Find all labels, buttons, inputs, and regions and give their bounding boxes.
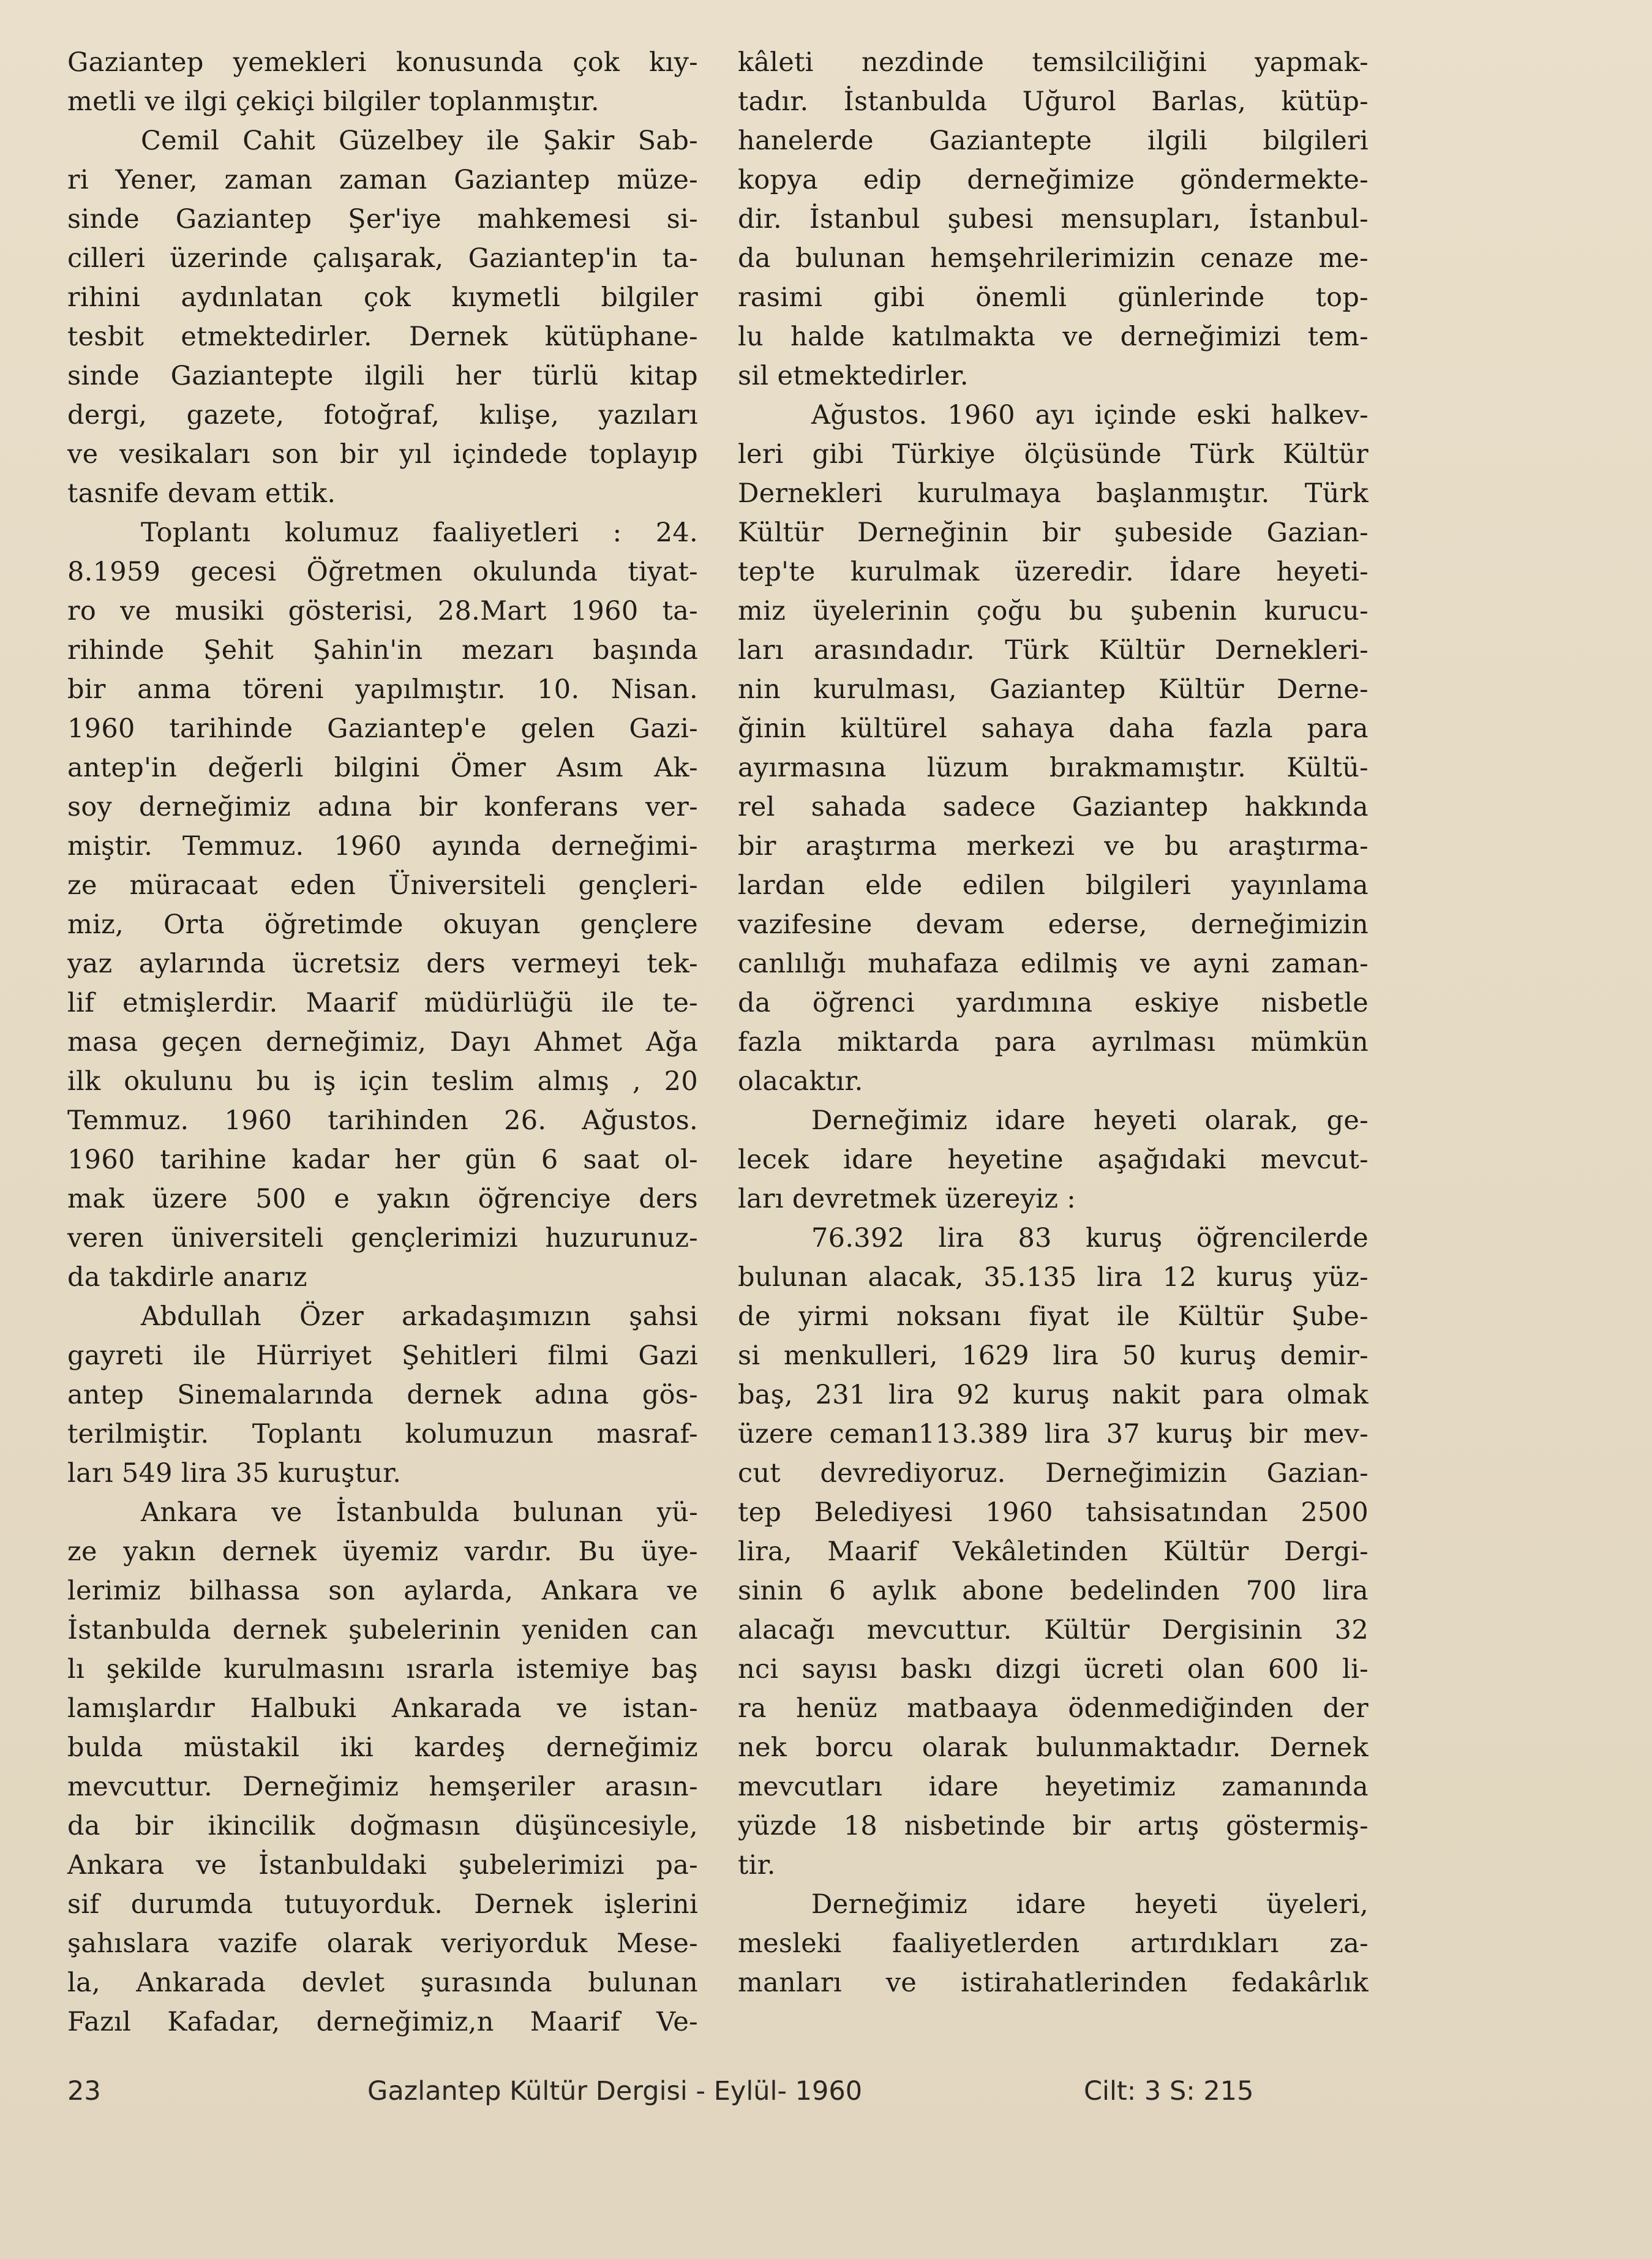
text-line: 1960 tarihinde Gaziantep'e gelen Gazi-: [67, 713, 698, 744]
text-line: antep'in değerli bilgini Ömer Asım Ak-: [67, 753, 698, 783]
text-line: cut devrediyoruz. Derneğimizin Gazian-: [738, 1458, 1369, 1489]
text-line: Ankara ve İstanbuldaki şubelerimizi pa-: [67, 1850, 698, 1881]
text-line: yaz aylarında ücretsiz ders vermeyi tek-: [67, 949, 698, 979]
right-column: [738, 43, 1369, 2002]
text-line: ra henüz matbaaya ödenmediğinden der: [738, 1693, 1369, 1724]
text-line: vazifesine devam ederse, derneğimizin: [738, 909, 1369, 940]
text-line: manları ve istirahatlerinden fedakârlık: [738, 1968, 1369, 1998]
text-line: baş, 231 lira 92 kuruş nakit para olmak: [738, 1380, 1369, 1410]
text-line: leri gibi Türkiye ölçüsünde Türk Kültür: [738, 439, 1369, 470]
text-line: lu halde katılmakta ve derneğimizi tem-: [738, 321, 1369, 352]
text-line: şahıslara vazife olarak veriyorduk Mese-: [67, 1928, 698, 1959]
text-line: metli ve ilgi çekiçi bilgiler toplanmıştır.: [67, 86, 599, 117]
text-line: hanelerde Gaziantepte ilgili bilgileri: [738, 126, 1369, 156]
text-line: lı şekilde kurulmasını ısrarla istemiye baş: [67, 1654, 698, 1685]
text-line: sinin 6 aylık abone bedelinden 700 lira: [738, 1576, 1369, 1606]
text-line: lamışlardır Halbuki Ankarada ve istan-: [67, 1693, 698, 1724]
text-line: miştir. Temmuz. 1960 ayında derneğimi-: [67, 831, 698, 862]
text-line: sif durumda tutuyorduk. Dernek işlerini: [67, 1889, 698, 1920]
text-line: kopya edip derneğimize göndermekte-: [738, 165, 1369, 195]
text-line: gayreti ile Hürriyet Şehitleri filmi Gazi: [67, 1340, 698, 1371]
text-line: bulunan alacak, 35.135 lira 12 kuruş yüz-: [738, 1262, 1369, 1293]
text-line: lif etmişlerdir. Maarif müdürlüğü ile te-: [67, 988, 698, 1018]
page-footer: [0, 2076, 1652, 2119]
text-line: tep'te kurulmak üzeredir. İdare heyeti-: [738, 557, 1369, 587]
text-line: ri Yener, zaman zaman Gaziantep müze-: [67, 165, 698, 195]
text-line: masa geçen derneğimiz, Dayı Ahmet Ağa: [67, 1027, 698, 1058]
text-line: de yirmi noksanı fiyat ile Kültür Şube-: [738, 1301, 1369, 1332]
text-line: veren üniversiteli gençlerimizi huzurunuz-: [67, 1223, 698, 1254]
text-line: rihinde Şehit Şahin'in mezarı başında: [67, 635, 698, 666]
text-line: da bulunan hemşehrilerimizin cenaze me-: [738, 243, 1369, 274]
text-line: miz, Orta öğretimde okuyan gençlere: [67, 909, 698, 940]
page-number: 23: [67, 2076, 101, 2107]
text-line: mevcutları idare heyetimiz zamanında: [738, 1772, 1369, 1802]
text-line: üzere ceman113.389 lira 37 kuruş bir mev-: [738, 1419, 1369, 1449]
text-line: 1960 tarihine kadar her gün 6 saat ol-: [67, 1145, 698, 1175]
text-line: fazla miktarda para ayrılması mümkün: [738, 1027, 1369, 1058]
text-line: mak üzere 500 e yakın öğrenciye ders: [67, 1184, 698, 1214]
text-line: sil etmektedirler.: [738, 361, 969, 391]
text-line: sinde Gaziantepte ilgili her türlü kitap: [67, 361, 698, 391]
text-line: lecek idare heyetine aşağıdaki mevcut-: [738, 1145, 1369, 1175]
text-line: yüzde 18 nisbetinde bir artış göstermiş-: [738, 1811, 1369, 1841]
text-line: lerimiz bilhassa son aylarda, Ankara ve: [67, 1576, 698, 1606]
text-line: Gaziantep yemekleri konusunda çok kıy-: [67, 47, 698, 78]
text-line: Ağustos. 1960 ayı içinde eski halkev-: [811, 400, 1369, 430]
text-line: si menkulleri, 1629 lira 50 kuruş demir-: [738, 1340, 1369, 1371]
text-line: Fazıl Kafadar, derneğimiz,n Maarif Ve-: [67, 2007, 698, 2037]
text-line: la, Ankarada devlet şurasında bulunan: [67, 1968, 698, 1998]
text-line: Dernekleri kurulmaya başlanmıştır. Türk: [738, 478, 1369, 509]
text-line: antep Sinemalarında dernek adına gös-: [67, 1380, 698, 1410]
text-line: lardan elde edilen bilgileri yayınlama: [738, 870, 1369, 901]
text-line: bulda müstakil iki kardeş derneğimiz: [67, 1732, 698, 1763]
left-column: [67, 43, 698, 2042]
text-line: nek borcu olarak bulunmaktadır. Dernek: [738, 1732, 1369, 1763]
text-line: tir.: [738, 1850, 776, 1881]
text-line: tep Belediyesi 1960 tahsisatından 2500: [738, 1497, 1369, 1528]
text-line: tadır. İstanbulda Uğurol Barlas, kütüp-: [738, 86, 1369, 117]
text-line: İstanbulda dernek şubelerinin yeniden can: [67, 1615, 698, 1645]
text-line: ro ve musiki gösterisi, 28.Mart 1960 ta-: [67, 596, 698, 626]
text-line: 8.1959 gecesi Öğretmen okulunda tiyat-: [67, 557, 698, 587]
text-line: ları arasındadır. Türk Kültür Dernekleri-: [738, 635, 1369, 666]
text-line: ları 549 lira 35 kuruştur.: [67, 1458, 402, 1489]
text-line: Cemil Cahit Güzelbey ile Şakir Sab-: [141, 126, 698, 156]
text-line: Derneğimiz idare heyeti olarak, ge-: [811, 1105, 1369, 1136]
text-line: ze müracaat eden Üniversiteli gençleri-: [67, 870, 698, 901]
text-line: 76.392 lira 83 kuruş öğrencilerde: [811, 1223, 1369, 1254]
text-line: dergi, gazete, fotoğraf, kılişe, yazıları: [67, 400, 698, 430]
text-line: Temmuz. 1960 tarihinden 26. Ağustos.: [67, 1105, 698, 1136]
text-line: terilmiştir. Toplantı kolumuzun masraf-: [67, 1419, 698, 1449]
text-line: rasimi gibi önemli günlerinde top-: [738, 282, 1369, 313]
text-line: miz üyelerinin çoğu bu şubenin kurucu-: [738, 596, 1369, 626]
text-line: Ankara ve İstanbulda bulunan yü-: [141, 1497, 698, 1528]
text-line: soy derneğimiz adına bir konferans ver-: [67, 792, 698, 822]
text-line: mevcuttur. Derneğimiz hemşeriler arasın-: [67, 1772, 698, 1802]
text-line: rihini aydınlatan çok kıymetli bilgiler: [67, 282, 698, 313]
text-line: bir araştırma merkezi ve bu araştırma-: [738, 831, 1369, 862]
text-line: cilleri üzerinde çalışarak, Gaziantep'in ta-: [67, 243, 698, 274]
text-line: kâleti nezdinde temsilciliğini yapmak-: [738, 47, 1369, 78]
text-line: rel sahada sadece Gaziantep hakkında: [738, 792, 1369, 822]
text-line: da takdirle anarız: [67, 1262, 307, 1293]
text-line: ğinin kültürel sahaya daha fazla para: [738, 713, 1369, 744]
journal-title: Gazlantep Kültür Dergisi - Eylül- 1960: [367, 2076, 863, 2107]
text-line: Abdullah Özer arkadaşımızın şahsi: [141, 1301, 698, 1332]
text-line: sinde Gaziantep Şer'iye mahkemesi si-: [67, 204, 698, 235]
text-line: Toplantı kolumuz faaliyetleri : 24.: [141, 517, 698, 548]
text-line: da öğrenci yardımına eskiye nisbetle: [738, 988, 1369, 1018]
text-line: canlılığı muhafaza edilmiş ve ayni zaman-: [738, 949, 1369, 979]
text-line: tesbit etmektedirler. Dernek kütüphane-: [67, 321, 698, 352]
volume-issue: Cilt: 3 S: 215: [1084, 2076, 1254, 2107]
text-line: da bir ikincilik doğmasın düşüncesiyle,: [67, 1811, 698, 1841]
text-line: tasnife devam ettik.: [67, 478, 336, 509]
text-line: nin kurulması, Gaziantep Kültür Derne-: [738, 674, 1369, 705]
text-line: Kültür Derneğinin bir şubeside Gazian-: [738, 517, 1369, 548]
text-line: ilk okulunu bu iş için teslim almış , 20: [67, 1066, 698, 1097]
text-line: Derneğimiz idare heyeti üyeleri,: [811, 1889, 1369, 1920]
text-line: bir anma töreni yapılmıştır. 10. Nisan.: [67, 674, 698, 705]
text-line: ze yakın dernek üyemiz vardır. Bu üye-: [67, 1536, 698, 1567]
text-line: ları devretmek üzereyiz :: [738, 1184, 1076, 1214]
text-line: mesleki faaliyetlerden artırdıkları za-: [738, 1928, 1369, 1959]
text-line: lira, Maarif Vekâletinden Kültür Dergi-: [738, 1536, 1369, 1567]
text-line: ve vesikaları son bir yıl içindede toplayıp: [67, 439, 698, 470]
text-line: alacağı mevcuttur. Kültür Dergisinin 32: [738, 1615, 1369, 1645]
text-line: ayırmasına lüzum bırakmamıştır. Kültü-: [738, 753, 1369, 783]
text-line: nci sayısı baskı dizgi ücreti olan 600 li-: [738, 1654, 1369, 1685]
text-line: dir. İstanbul şubesi mensupları, İstanbul-: [738, 204, 1369, 235]
text-line: olacaktır.: [738, 1066, 863, 1097]
